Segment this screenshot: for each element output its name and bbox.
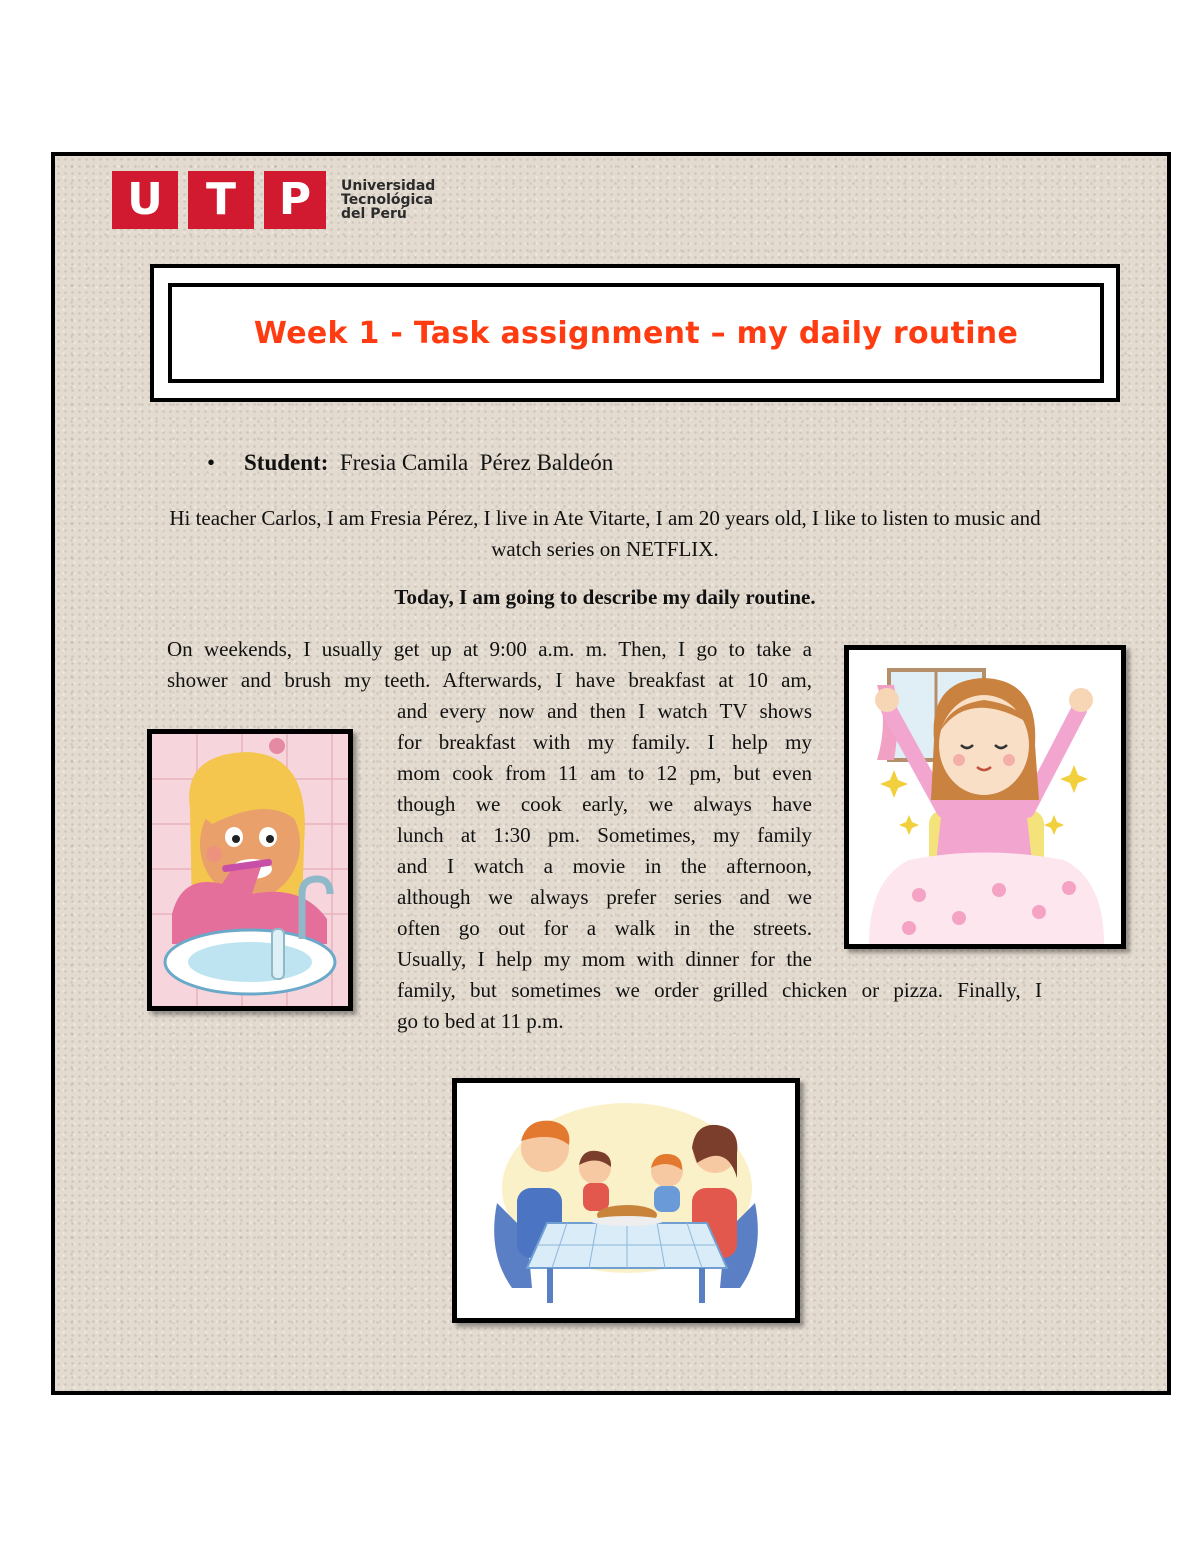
routine-text-line: shower and brush my teeth. Afterwards, I have breakfast at 10 am, bbox=[167, 668, 812, 692]
student-name: Fresia Camila Pérez Baldeón bbox=[339, 450, 614, 475]
logo-block-u bbox=[112, 171, 178, 229]
routine-text-line: family, but sometimes we order grilled chicken or pizza. Finally, I bbox=[397, 978, 1042, 1002]
logo-block-t bbox=[188, 171, 254, 229]
waking-up-image bbox=[844, 645, 1126, 949]
routine-text-line: although we always prefer series and we bbox=[397, 885, 812, 909]
waking-up-illustration bbox=[849, 650, 1121, 944]
bullet: • bbox=[207, 450, 216, 475]
logo-letter: U bbox=[127, 174, 163, 225]
logo-letter: T bbox=[205, 174, 236, 225]
brushing-teeth-image bbox=[147, 729, 353, 1011]
logo-block-p bbox=[264, 171, 326, 229]
routine-text-line: and every now and then I watch TV shows bbox=[397, 699, 812, 723]
title-box bbox=[150, 264, 1120, 402]
routine-text-line: On weekends, I usually get up at 9:00 a.m. m. Then, I go to take a bbox=[167, 637, 812, 661]
routine-text-line: lunch at 1:30 pm. Sometimes, my family bbox=[397, 823, 812, 847]
intro-paragraph: Hi teacher Carlos, I am Fresia Pérez, I live in Ate Vitarte, I am 20 years old, I like to listen to music and watch series on NETFLIX. bbox=[169, 506, 1041, 561]
routine-text-line: for breakfast with my family. I help my bbox=[397, 730, 812, 754]
brushing-teeth-illustration bbox=[152, 734, 348, 1006]
routine-text-line: mom cook from 11 am to 12 pm, but even bbox=[397, 761, 812, 785]
routine-heading: Today, I am going to describe my daily routine. bbox=[394, 585, 816, 609]
logo-letter: P bbox=[278, 174, 312, 225]
routine-text-line: though we cook early, we always have bbox=[397, 792, 812, 816]
routine-text-line: Usually, I help my mom with dinner for the bbox=[397, 947, 812, 971]
logo-university-name bbox=[341, 179, 461, 221]
student-line bbox=[207, 450, 613, 476]
logo-text-line: del Perú bbox=[341, 206, 407, 222]
family-dinner-illustration bbox=[457, 1083, 795, 1318]
family-dinner-image bbox=[452, 1078, 800, 1323]
routine-text-line: go to bed at 11 p.m. bbox=[397, 1009, 564, 1033]
logo-text-line: Tecnológica bbox=[341, 192, 434, 208]
routine-text-line: and I watch a movie in the afternoon, bbox=[397, 854, 812, 878]
page-title: Week 1 - Task assignment – my daily routine bbox=[253, 315, 1019, 351]
student-label: Student: bbox=[244, 450, 329, 475]
logo-text-line: Universidad bbox=[341, 178, 436, 194]
title-inner-box bbox=[168, 283, 1104, 383]
routine-text-line: often go out for a walk in the streets. bbox=[397, 916, 812, 940]
